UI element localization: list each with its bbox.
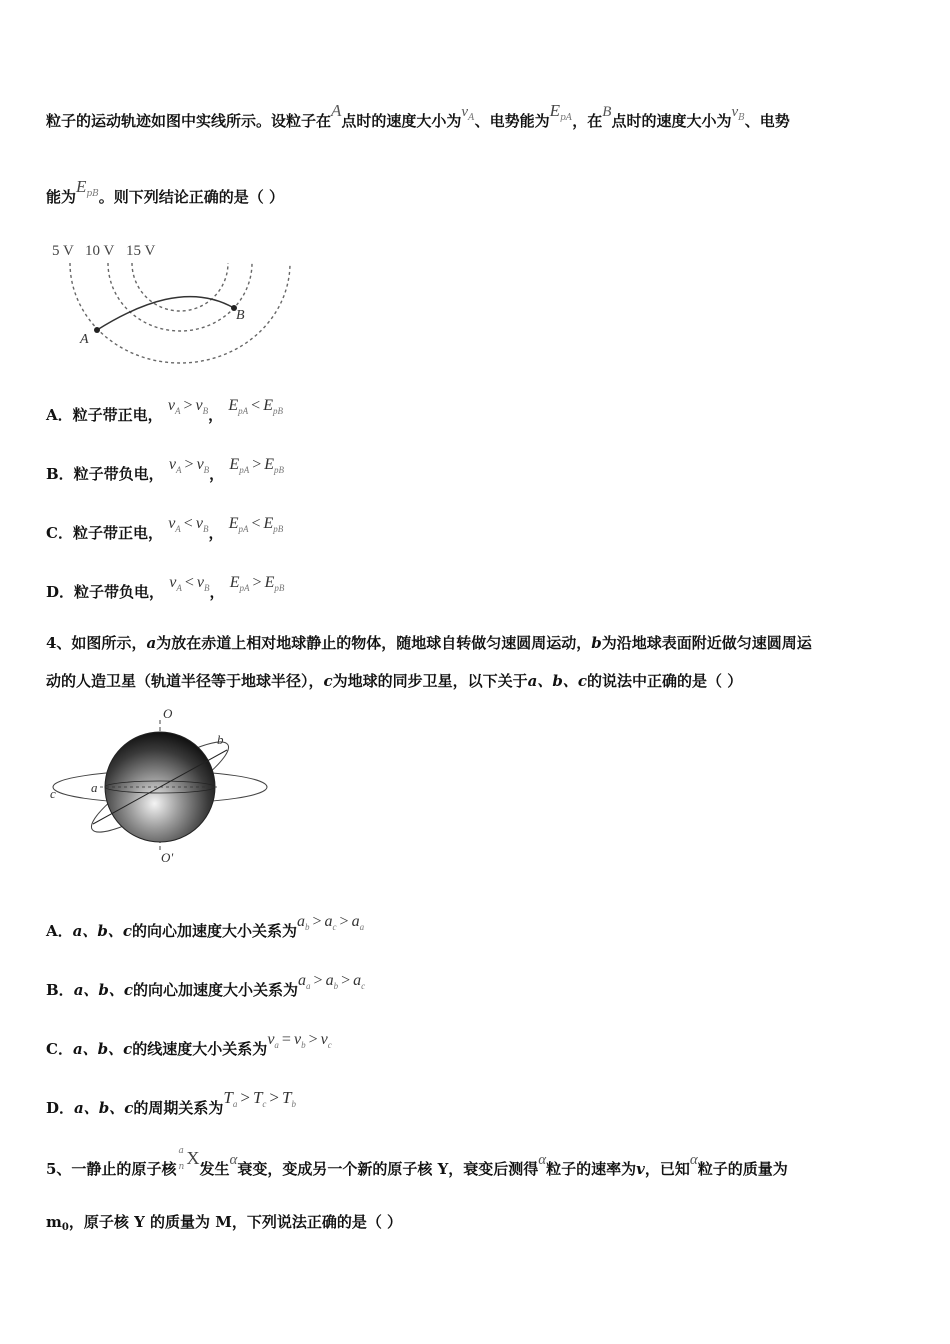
axis-label-o-prime: O': [161, 850, 174, 865]
q5-stem-line2: $m_0$，原子核 Y 的质量为 M，下列说法正确的是（ ）: [46, 1213, 403, 1233]
point-a-label: A: [80, 332, 89, 347]
q3-option-b[interactable]: B．粒子带负电， $v_A > v_B$， $E_{pA} > E_{pB}$: [46, 456, 285, 483]
q3-option-d[interactable]: D．粒子带负电， $v_A < v_B$， $E_{pA} > E_{pB}$: [46, 574, 285, 601]
q3-equipotential-figure: [40, 235, 300, 370]
q4-stem-line1: 4、如图所示，a为放在赤道上相对地球静止的物体，随地球自转做匀速圆周运动，b为沿地球表面附近做匀速圆周运: [46, 634, 812, 652]
q4-stem-line2: 动的人造卫星（轨道半径等于地球半径），c为地球的同步卫星，以下关于a、b、c的说法中正确的是（ ）: [46, 672, 743, 690]
point-b-label: B: [236, 308, 245, 323]
particle-trajectory: [97, 297, 234, 330]
equipotential-line-5v: [70, 263, 290, 363]
q4-option-c[interactable]: C．a、b、c的线速度大小关系为$v_a = v_b > v_c$: [46, 1031, 332, 1058]
q5-stem-line1: 5、一静止的原子核 a n X发生α衰变，变成另一个新的原子核 Y，衰变后测得α粒子的速率为v，已知α粒子的质量为: [46, 1146, 788, 1178]
axis-label-o: O: [163, 706, 173, 721]
label-b: b: [217, 732, 224, 747]
label-c: c: [50, 786, 56, 801]
q4-option-b[interactable]: B．a、b、c的向心加速度大小关系为$a_a > a_b > a_c$: [46, 972, 366, 999]
q4-option-a[interactable]: A．a、b、c的向心加速度大小关系为$a_b > a_c > a_a$: [46, 913, 365, 940]
equipotential-label-15v: 15 V: [126, 243, 156, 259]
q3-stem-line2: 能为$E_{pB}$。则下列结论正确的是（ ）: [46, 177, 285, 206]
point-a-dot: [94, 327, 100, 333]
q3-option-c[interactable]: C．粒子带正电， $v_A < v_B$， $E_{pA} < E_{pB}$: [46, 515, 284, 542]
q4-earth-orbit-figure: [45, 700, 275, 870]
q3-option-a[interactable]: A．粒子带正电， $v_A > v_B$， $E_{pA} < E_{pB}$: [46, 397, 283, 424]
equipotential-line-15v: [132, 263, 228, 311]
q3-stem-line1: 粒子的运动轨迹如图中实线所示。设粒子在A点时的速度大小为$v_A$、电势能为$E_{pA}$，在B点时的速度大小为$v_B$、电势: [46, 101, 790, 130]
label-a: a: [91, 780, 98, 795]
q4-option-d[interactable]: D．a、b、c的周期关系为$T_a > T_c > T_b$: [46, 1088, 296, 1117]
equipotential-label-10v: 10 V: [85, 243, 115, 259]
equipotential-label-5v: 5 V: [52, 243, 74, 259]
